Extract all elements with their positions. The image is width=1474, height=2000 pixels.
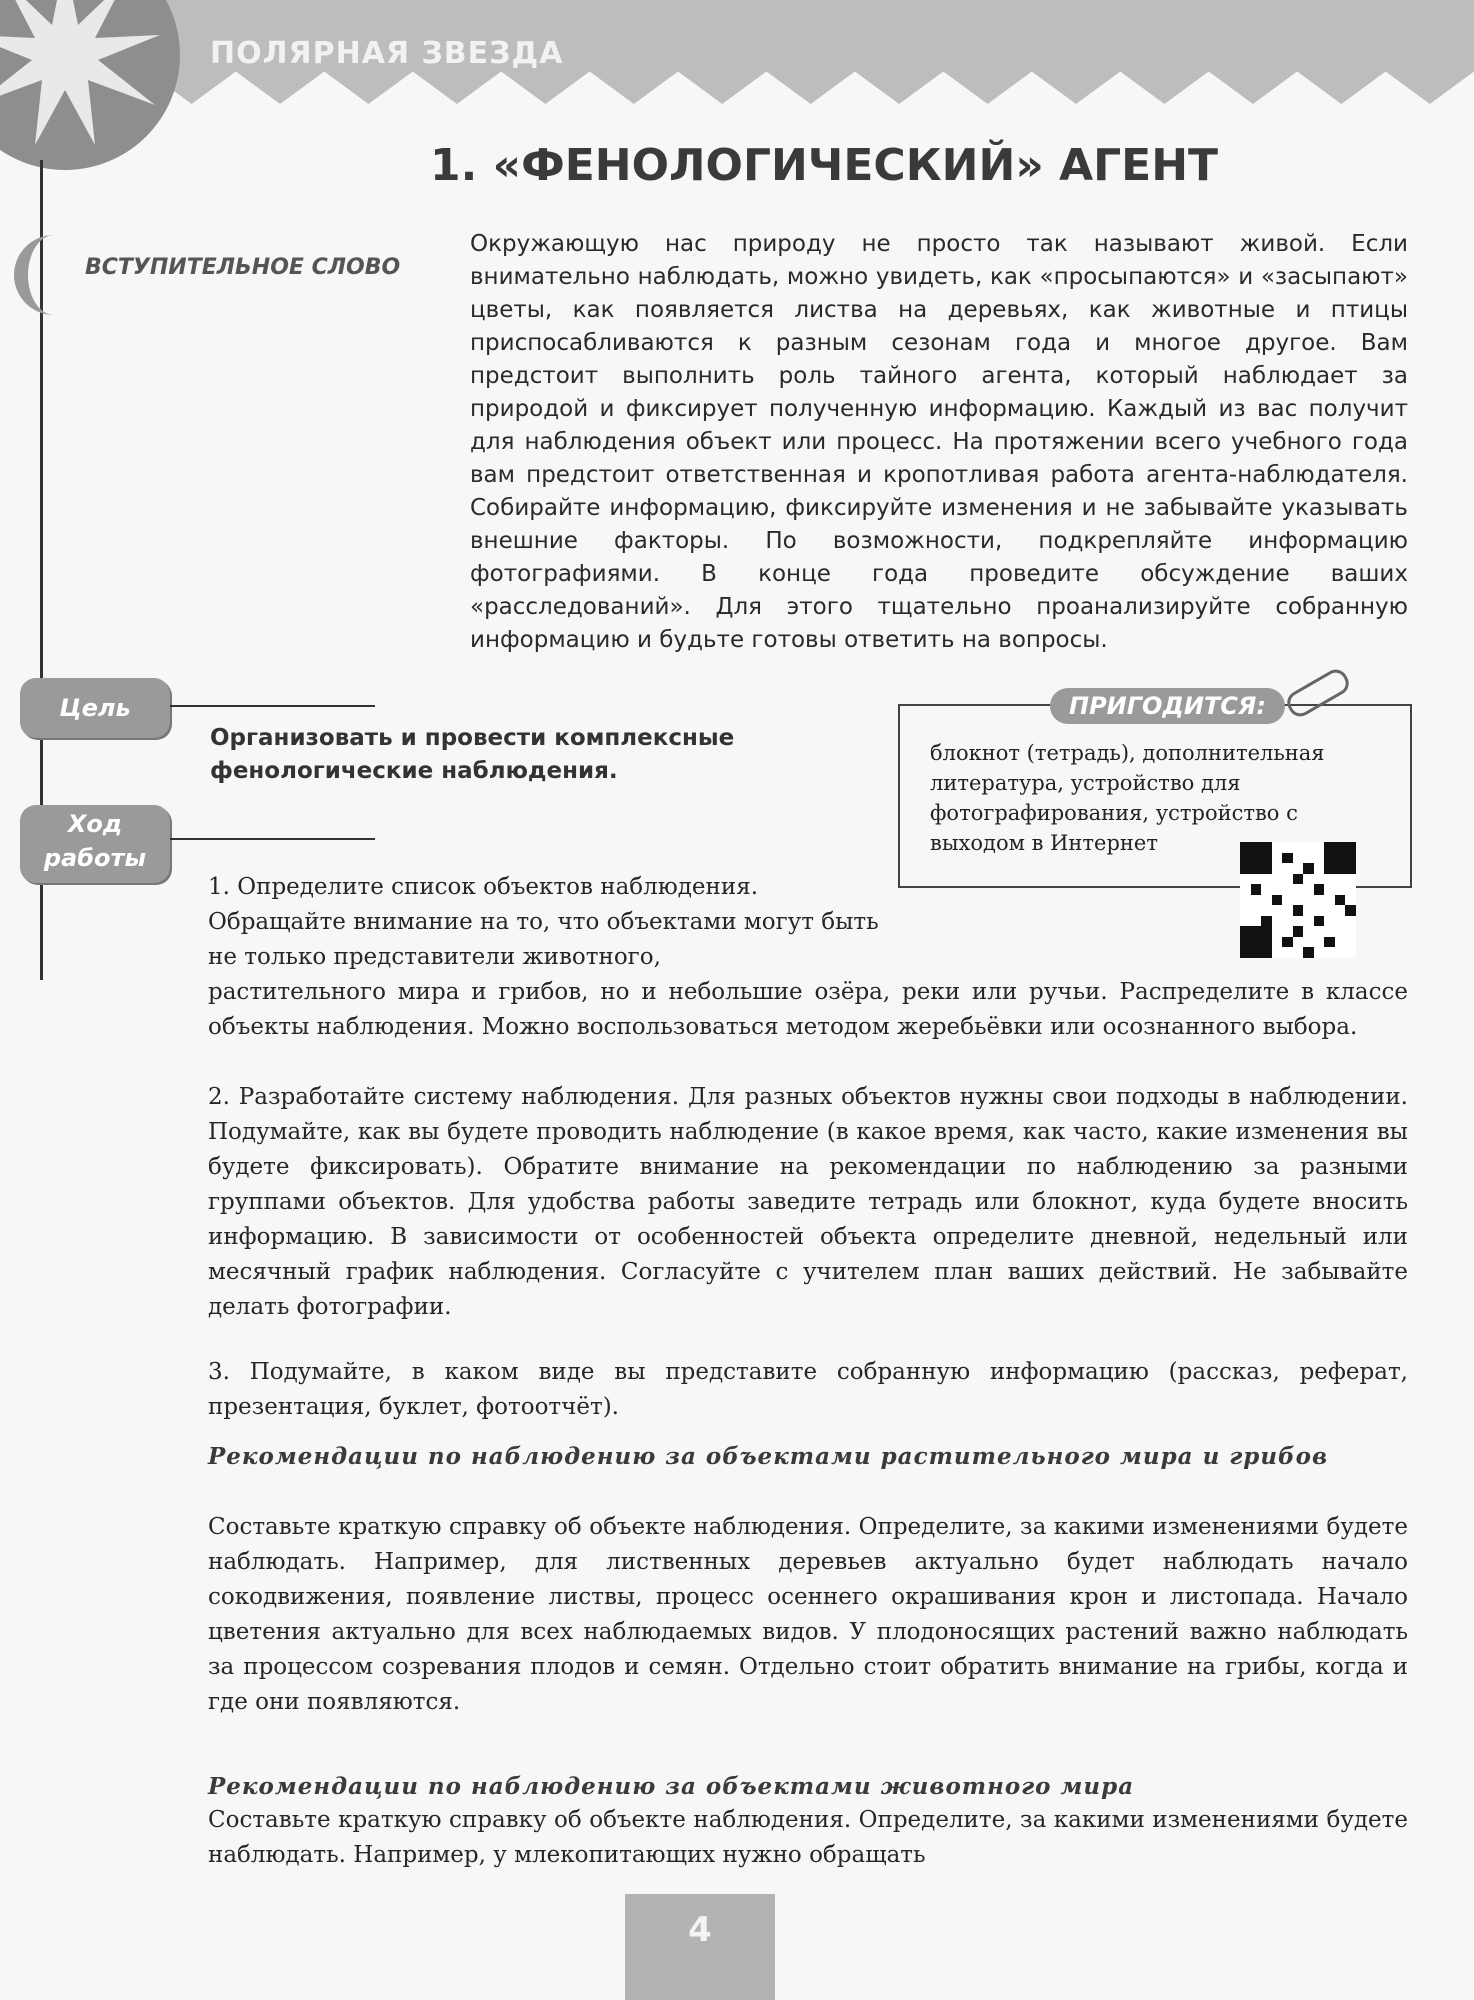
step-2-text: 2. Разработайте систему наблюдения. Для разных объектов нужны свои подходы в наблюдении. Подумайте, как вы будете проводить наблюдение (в какое время, как часто, какие изменения вы будете фиксировать). Обратите внимание на рекомендации по наблюдению за разными группами объектов. Для удобства работы заведите тетрадь или блокнот, куда будете вносить информацию. В зависимости от особенностей объекта определите дневной, недельный или месячный график наблюдения. Согласуйте с учителем план ваших действий. Не забывайте делать фотографии. bbox=[208, 1084, 1408, 1320]
goal-rule bbox=[170, 705, 375, 707]
procedure-rule bbox=[170, 838, 375, 840]
goal-text: Организовать и провести комплексные фенологические наблюдения. bbox=[210, 725, 735, 784]
step-1-intro: 1. Определите список объектов наблюдения. Обращайте внимание на то, что объектами могут быть не только представители животного, bbox=[208, 874, 879, 970]
procedure-label bbox=[20, 805, 170, 883]
star-emblem-icon bbox=[0, 0, 180, 170]
rec-plants-text: Составьте краткую справку об объекте наблюдения. Определите, за какими изменениями будете наблюдать. Например, для лиственных деревьев актуально будет наблюдать начало сокодвижения, появление листвы, процесс осеннего окрашивания крон и листопада. Начало цветения актуально для всех наблюдаемых видов. У плодоносящих растений важно наблюдать за процессом созревания плодов и семян. Отдельно стоит обратить внимание на грибы, когда и где они появляются. bbox=[208, 1514, 1408, 1715]
rec-animals-text: Составьте краткую справку об объекте наблюдения. Определите, за какими изменениями будете наблюдать. Например, у млекопитающих нужно обращать bbox=[208, 1807, 1408, 1868]
rec-animals-heading: Рекомендации по наблюдению за объектами животного мира bbox=[208, 1773, 1135, 1800]
intro-label: ВСТУПИТЕЛЬНОЕ СЛОВО bbox=[85, 255, 401, 280]
procedure-label-line1: Ход bbox=[67, 810, 123, 838]
intro-text: Окружающую нас природу не просто так называют живой. Если внимательно наблюдать, можно увидеть, как «просыпаются» и «засыпают» цветы, как появляется листва на деревьях, как животные и птицы приспосабливаются к разным сезонам года и многое другое. Вам предстоит выполнить роль тайного агента, который наблюдает за природой и фиксирует полученную информацию. Каждый из вас получит для наблюдения объект или процесс. На протяжении всего учебного года вам предстоит ответственная и кропотливая работа агента-наблюдателя. Собирайте информацию, фиксируйте изменения и не забывайте указывать внешние факторы. По возможности, подкрепляйте информацию фотографиями. В конце года проведите обсуждение ваших «расследований». Для этого тщательно проанализируйте собранную информацию и будьте готовы ответить на вопросы. bbox=[470, 231, 1408, 653]
qr-code-icon bbox=[1240, 842, 1356, 958]
useful-text: блокнот (тетрадь), дополнительная литература, устройство для фотографирования, устройство с выходом в Интернет bbox=[930, 741, 1325, 855]
goal-label: Цель bbox=[20, 678, 170, 738]
step-3-text: 3. Подумайте, в каком виде вы представите собранную информацию (рассказ, реферат, презентация, буклет, фотоотчёт). bbox=[208, 1359, 1408, 1420]
rec-plants-heading: Рекомендации по наблюдению за объектами растительного мира и грибов bbox=[208, 1443, 1329, 1470]
procedure-label-line2: работы bbox=[43, 844, 147, 872]
page-number: 4 bbox=[688, 1910, 712, 1950]
series-title: ПОЛЯРНАЯ ЗВЕЗДА bbox=[210, 36, 564, 71]
arc-decoration-icon bbox=[14, 235, 88, 315]
step-1-text: растительного мира и грибов, но и небольшие озёра, реки или ручьи. Распределите в классе объекты наблюдения. Можно воспользоваться методом жеребьёвки или осознанного выбора. bbox=[208, 979, 1408, 1040]
useful-label: ПРИГОДИТСЯ: bbox=[1050, 688, 1285, 724]
page-title: 1. «ФЕНОЛОГИЧЕСКИЙ» АГЕНТ bbox=[430, 140, 1219, 191]
